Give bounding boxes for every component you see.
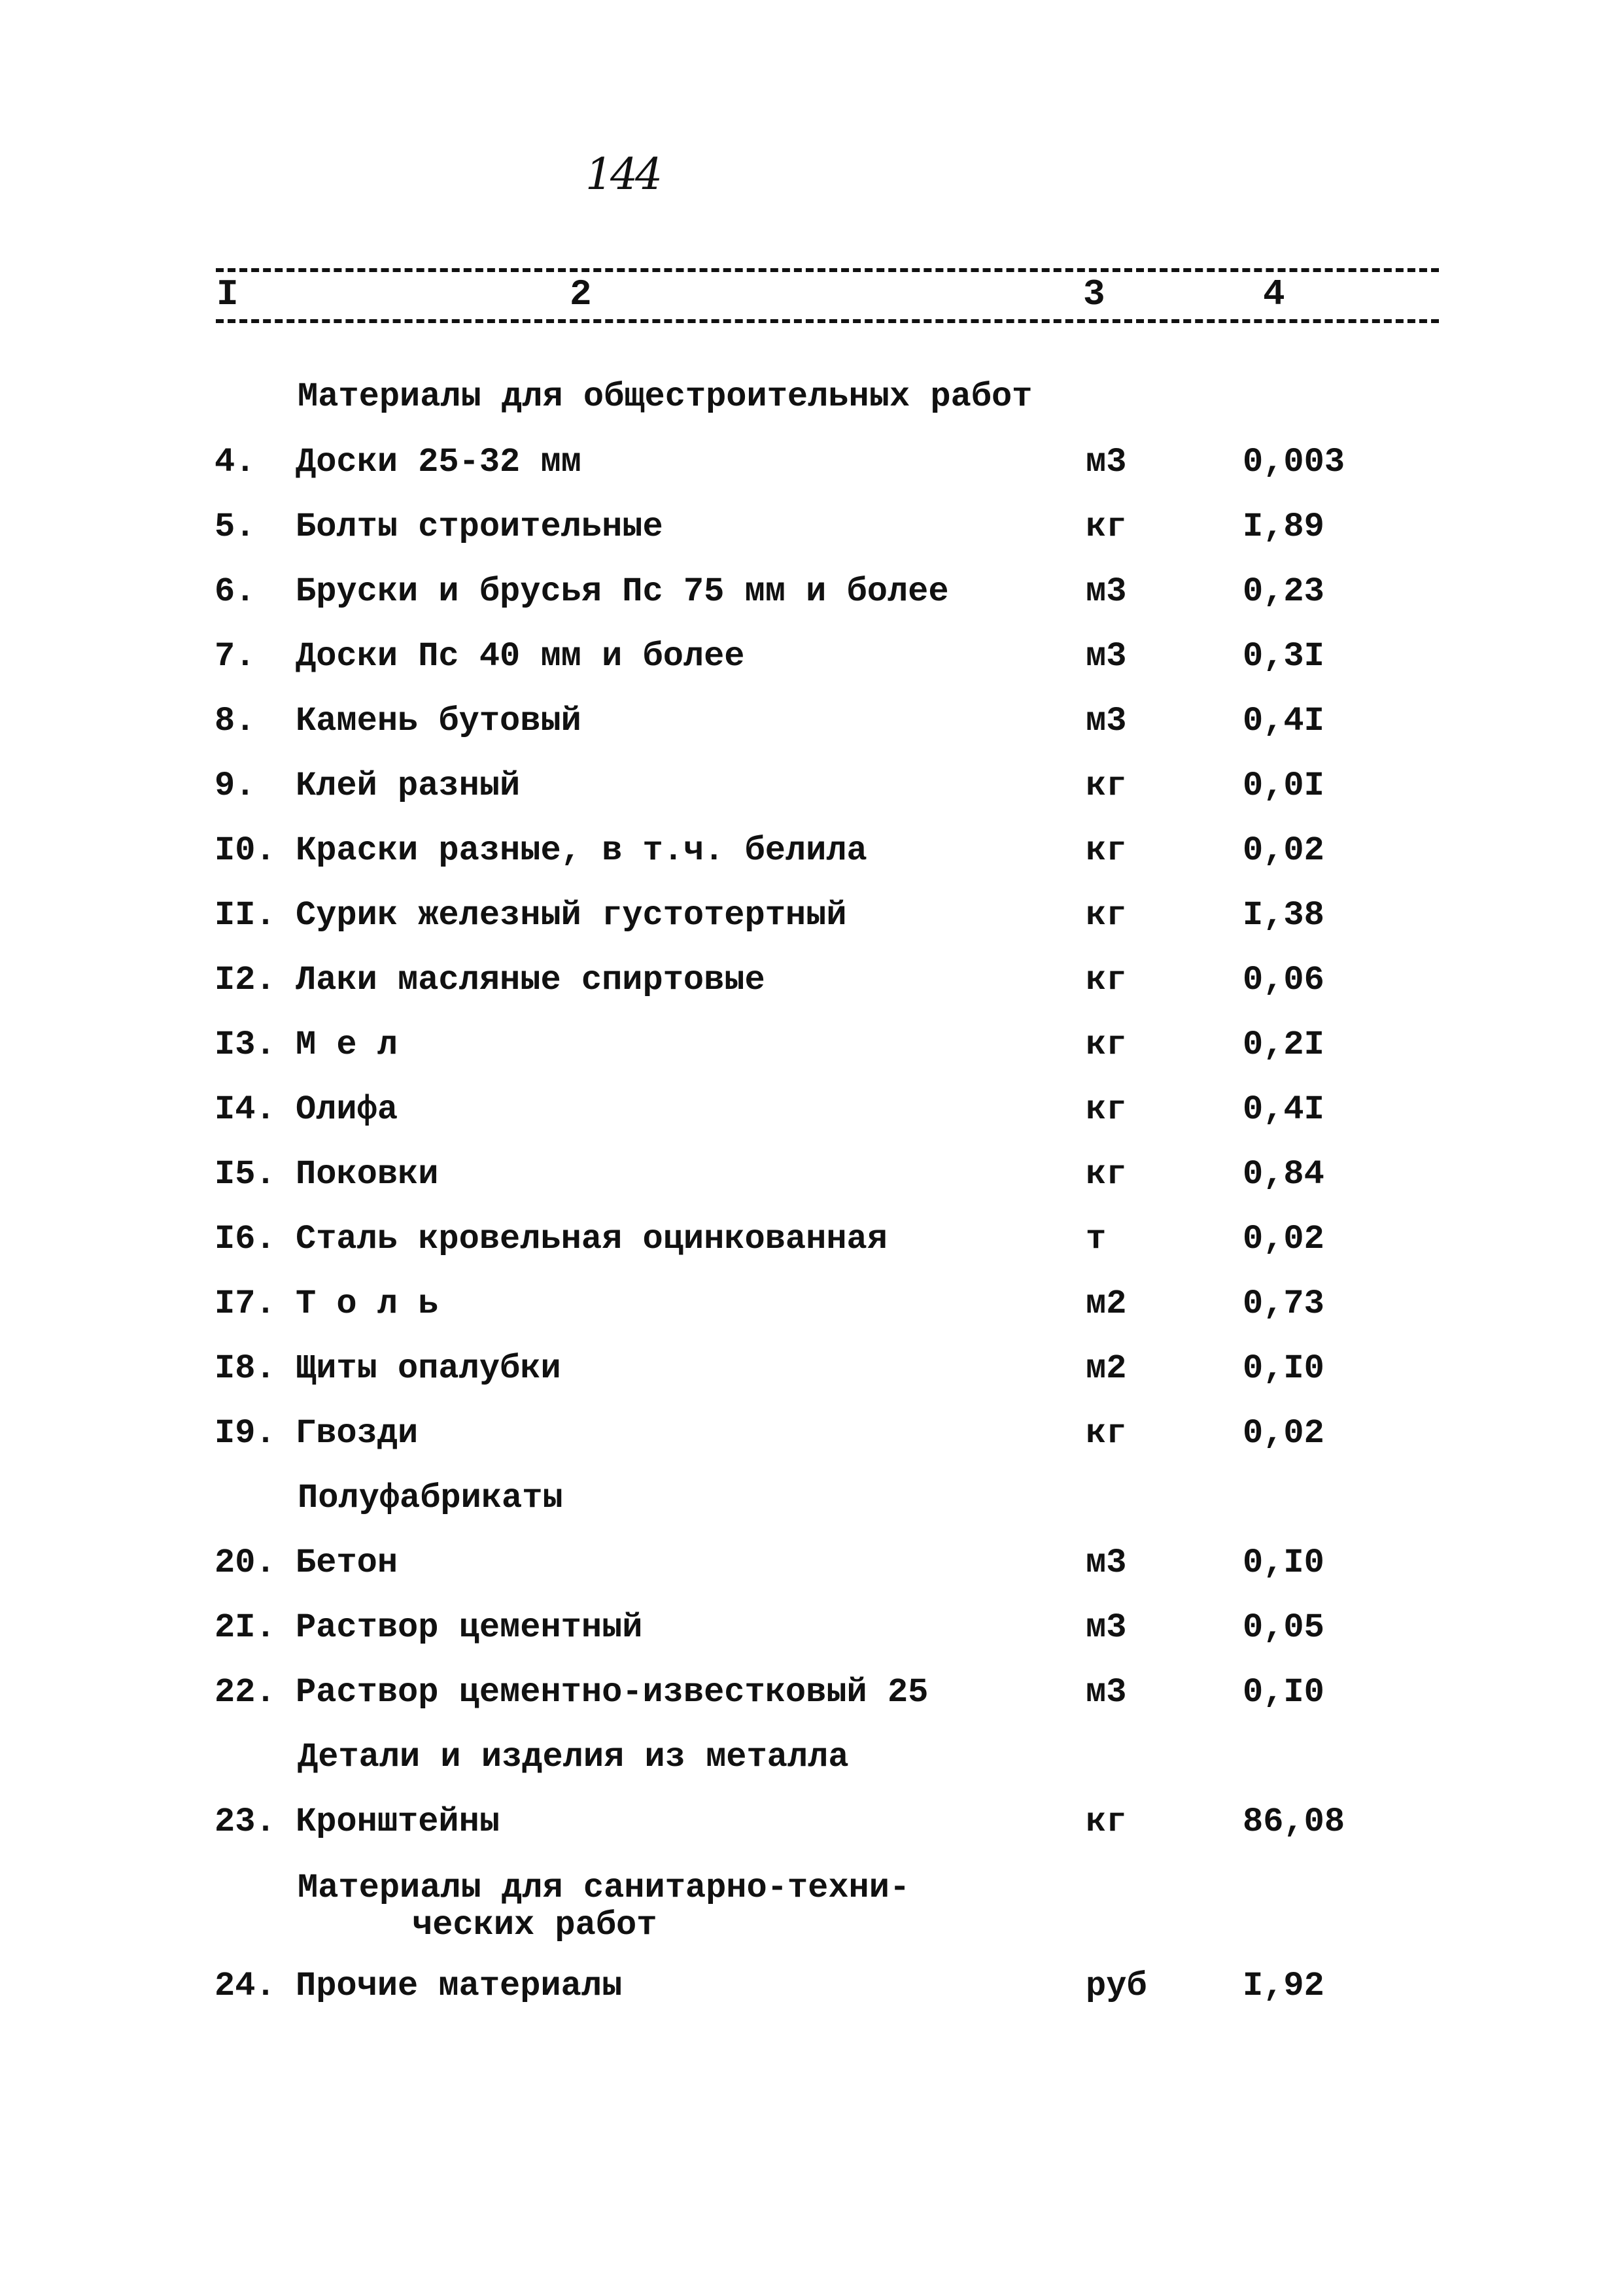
row-value: 86,08: [1243, 1803, 1345, 1841]
row-unit: м2: [1086, 1285, 1127, 1323]
row-number: I8.: [215, 1349, 276, 1388]
row-unit: м3: [1086, 637, 1127, 676]
row-value: 0,02: [1243, 1220, 1324, 1258]
row-number: 23.: [215, 1803, 276, 1841]
row-value: 0,02: [1243, 1414, 1324, 1453]
row-number: 4.: [215, 443, 256, 481]
row-number: I4.: [215, 1090, 276, 1129]
row-number: 5.: [215, 508, 256, 546]
row-number: 20.: [215, 1544, 276, 1582]
row-number: 9.: [215, 767, 256, 805]
row-number: 2I.: [215, 1608, 276, 1647]
row-name: Камень бутовый: [296, 702, 581, 740]
row-name: Кронштейны: [296, 1803, 500, 1841]
row-value: 0,84: [1243, 1155, 1324, 1194]
row-value: 0,I0: [1243, 1544, 1324, 1582]
row-unit: кг: [1086, 1090, 1127, 1129]
row-unit: кг: [1086, 508, 1127, 546]
row-unit: кг: [1086, 1026, 1127, 1064]
section-title: Материалы для общестроительных работ: [298, 377, 1033, 416]
row-unit: кг: [1086, 961, 1127, 999]
column-header-3: 3: [1079, 273, 1109, 315]
row-value: 0,06: [1243, 961, 1324, 999]
row-number: I9.: [215, 1414, 276, 1453]
row-unit: кг: [1086, 767, 1127, 805]
row-name: Бруски и брусья Пс 75 мм и более: [296, 572, 949, 611]
row-name: Т о л ь: [296, 1285, 439, 1323]
row-unit: кг: [1086, 896, 1127, 935]
row-number: I0.: [215, 831, 276, 870]
row-value: 0,2I: [1243, 1026, 1324, 1064]
header-rule-bottom: [216, 319, 1439, 323]
row-name: Прочие материалы: [296, 1967, 623, 2005]
row-number: I2.: [215, 961, 276, 999]
row-name: Сталь кровельная оцинкованная: [296, 1220, 888, 1258]
column-header-2: 2: [566, 273, 596, 315]
row-unit: кг: [1086, 831, 1127, 870]
row-name: Раствор цементный: [296, 1608, 643, 1647]
row-value: 0,73: [1243, 1285, 1324, 1323]
row-name: Поковки: [296, 1155, 439, 1194]
page-number: 144: [585, 149, 660, 199]
row-unit: м3: [1086, 572, 1127, 611]
section-title: Материалы для санитарно-техни-: [298, 1869, 910, 1907]
row-unit: м3: [1086, 1608, 1127, 1647]
row-value: 0,0I: [1243, 767, 1324, 805]
row-number: 8.: [215, 702, 256, 740]
row-unit: м3: [1086, 1673, 1127, 1712]
row-unit: м2: [1086, 1349, 1127, 1388]
row-name: Доски Пс 40 мм и более: [296, 637, 745, 676]
row-number: I5.: [215, 1155, 276, 1194]
row-unit: т: [1086, 1220, 1107, 1258]
row-value: 0,4I: [1243, 1090, 1324, 1129]
row-value: 0,I0: [1243, 1349, 1324, 1388]
row-name: Доски 25-32 мм: [296, 443, 581, 481]
row-name: Гвозди: [296, 1414, 419, 1453]
row-name: Краски разные, в т.ч. белила: [296, 831, 867, 870]
row-number: I3.: [215, 1026, 276, 1064]
row-value: 0,3I: [1243, 637, 1324, 676]
row-value: 0,02: [1243, 831, 1324, 870]
row-name: Бетон: [296, 1544, 398, 1582]
section-title: Детали и изделия из металла: [298, 1738, 849, 1776]
row-number: 6.: [215, 572, 256, 611]
row-unit: кг: [1086, 1155, 1127, 1194]
section-title-continued: ческих работ: [412, 1906, 657, 1944]
row-number: 7.: [215, 637, 256, 676]
row-number: 24.: [215, 1967, 276, 2005]
row-name: Болты строительные: [296, 508, 663, 546]
row-name: Лаки масляные спиртовые: [296, 961, 765, 999]
row-unit: кг: [1086, 1414, 1127, 1453]
row-number: I6.: [215, 1220, 276, 1258]
row-name: М е л: [296, 1026, 398, 1064]
row-number: I7.: [215, 1285, 276, 1323]
row-value: 0,4I: [1243, 702, 1324, 740]
row-name: Щиты опалубки: [296, 1349, 561, 1388]
row-name: Раствор цементно-известковый 25: [296, 1673, 929, 1712]
row-number: 22.: [215, 1673, 276, 1712]
column-header-1: I: [213, 273, 243, 315]
row-unit: руб: [1086, 1967, 1147, 2005]
row-value: I,92: [1243, 1967, 1324, 2005]
row-unit: м3: [1086, 702, 1127, 740]
row-unit: м3: [1086, 443, 1127, 481]
row-name: Олифа: [296, 1090, 398, 1129]
row-unit: м3: [1086, 1544, 1127, 1582]
row-number: II.: [215, 896, 276, 935]
row-unit: кг: [1086, 1803, 1127, 1841]
row-value: 0,I0: [1243, 1673, 1324, 1712]
header-rule-top: [216, 268, 1439, 272]
row-value: I,38: [1243, 896, 1324, 935]
row-value: I,89: [1243, 508, 1324, 546]
row-name: Клей разный: [296, 767, 521, 805]
row-name: Сурик железный густотертный: [296, 896, 847, 935]
column-header-4: 4: [1259, 273, 1289, 315]
section-title: Полуфабрикаты: [298, 1479, 563, 1517]
row-value: 0,23: [1243, 572, 1324, 611]
row-value: 0,003: [1243, 443, 1345, 481]
row-value: 0,05: [1243, 1608, 1324, 1647]
